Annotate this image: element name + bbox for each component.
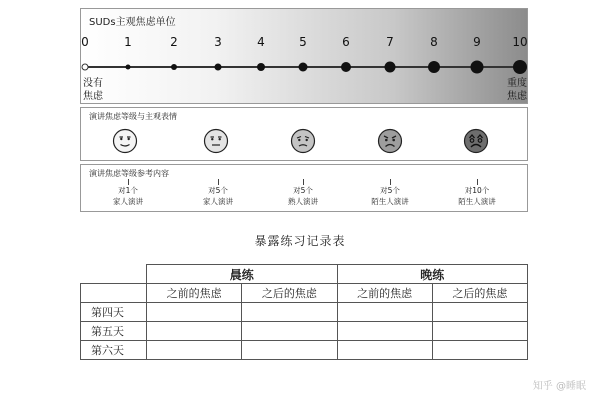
scale-dot-8: [428, 61, 440, 73]
scale-dot-4: [257, 63, 265, 71]
scale-right-label: [497, 77, 527, 103]
faces-panel-title: 演讲焦虑等级与主观表情: [89, 112, 177, 121]
scale-number-9: 9: [473, 35, 481, 49]
scale-dot-6: [341, 62, 351, 72]
reference-item-line1: 对5个: [293, 186, 313, 195]
reference-item-line2: 家人演讲: [113, 197, 143, 206]
watermark: 知乎 @睡眠: [532, 381, 586, 392]
table-row: [81, 341, 528, 360]
scale-dot-5: [299, 63, 308, 72]
scale-dot-9: [471, 61, 484, 74]
scale-dot-0: [82, 64, 89, 71]
reference-item: [360, 179, 420, 207]
table-cell: [432, 303, 527, 322]
record-table-title: 暴露练习记录表: [254, 234, 346, 248]
scale-number-6: 6: [342, 35, 350, 49]
distressed-face-icon: [377, 128, 403, 154]
table-cell: [242, 322, 337, 341]
reference-panel: [80, 164, 528, 212]
scale-number-1: 1: [124, 35, 132, 49]
scale-number-0: 0: [81, 35, 89, 49]
evening-practice-header: 晚练: [337, 265, 528, 284]
scale-number-5: 5: [299, 35, 307, 49]
row-label: 第五天: [81, 322, 147, 341]
scale-dot-1: [126, 65, 131, 70]
faces-panel: [80, 107, 528, 161]
column-header: 之前的焦虑: [337, 284, 432, 303]
table-row: [81, 303, 528, 322]
scale-number-8: 8: [430, 35, 438, 49]
column-header: 之后的焦虑: [242, 284, 337, 303]
table-row: [81, 322, 528, 341]
left-label-line1: 没有: [83, 78, 103, 89]
table-cell: [337, 303, 432, 322]
reference-item: [188, 179, 248, 207]
reference-item-line2: 熟人演讲: [288, 197, 318, 206]
row-label: 第四天: [81, 303, 147, 322]
sud-scale-title: SUDs主观焦虑单位: [89, 17, 176, 28]
scale-dot-3: [215, 64, 222, 71]
scale-number-4: 4: [257, 35, 265, 49]
reference-item-line1: 对5个: [380, 186, 400, 195]
table-cell: [242, 341, 337, 360]
reference-item-line1: 对1个: [118, 186, 138, 195]
table-cell: [432, 322, 527, 341]
table-cell: [147, 322, 242, 341]
table-cell: [242, 303, 337, 322]
reference-item-line1: 对5个: [208, 186, 228, 195]
scale-number-7: 7: [386, 35, 394, 49]
reference-panel-title: 演讲焦虑等级参考内容: [89, 169, 169, 178]
scale-dot-2: [171, 64, 177, 70]
sud-scale-panel: [80, 8, 528, 104]
scale-number-10: 10: [512, 35, 528, 49]
neutral-smile-face-icon: [112, 128, 138, 154]
panic-face-icon: [463, 128, 489, 154]
corner-cell: [81, 265, 147, 284]
reference-item-line2: 陌生人演讲: [458, 197, 496, 206]
reference-item: [98, 179, 158, 207]
scale-dot-7: [385, 62, 396, 73]
scale-dot-10: [513, 60, 527, 74]
column-header: 之后的焦虑: [432, 284, 527, 303]
corner-cell: [81, 284, 147, 303]
table-cell: [147, 341, 242, 360]
morning-practice-header: 晨练: [147, 265, 338, 284]
table-cell: [337, 341, 432, 360]
worried-face-icon: [290, 128, 316, 154]
column-header: 之前的焦虑: [147, 284, 242, 303]
scale-left-label: [83, 77, 113, 103]
exposure-record-table: [80, 264, 528, 360]
right-label-line2: 焦虑: [507, 91, 527, 102]
row-label: 第六天: [81, 341, 147, 360]
scale-number-2: 2: [170, 35, 178, 49]
sub-header-row: [81, 284, 528, 303]
reference-item-line1: 对10个: [464, 186, 490, 195]
reference-item: [447, 179, 507, 207]
group-header-row: [81, 265, 528, 284]
scale-number-3: 3: [214, 35, 222, 49]
table-cell: [337, 322, 432, 341]
reference-item-line2: 陌生人演讲: [371, 197, 409, 206]
reference-item-line2: 家人演讲: [203, 197, 233, 206]
left-label-line2: 焦虑: [83, 91, 103, 102]
table-cell: [147, 303, 242, 322]
reference-item: [273, 179, 333, 207]
right-label-line1: 重度: [507, 78, 527, 89]
uneasy-face-icon: [203, 128, 229, 154]
table-cell: [432, 341, 527, 360]
